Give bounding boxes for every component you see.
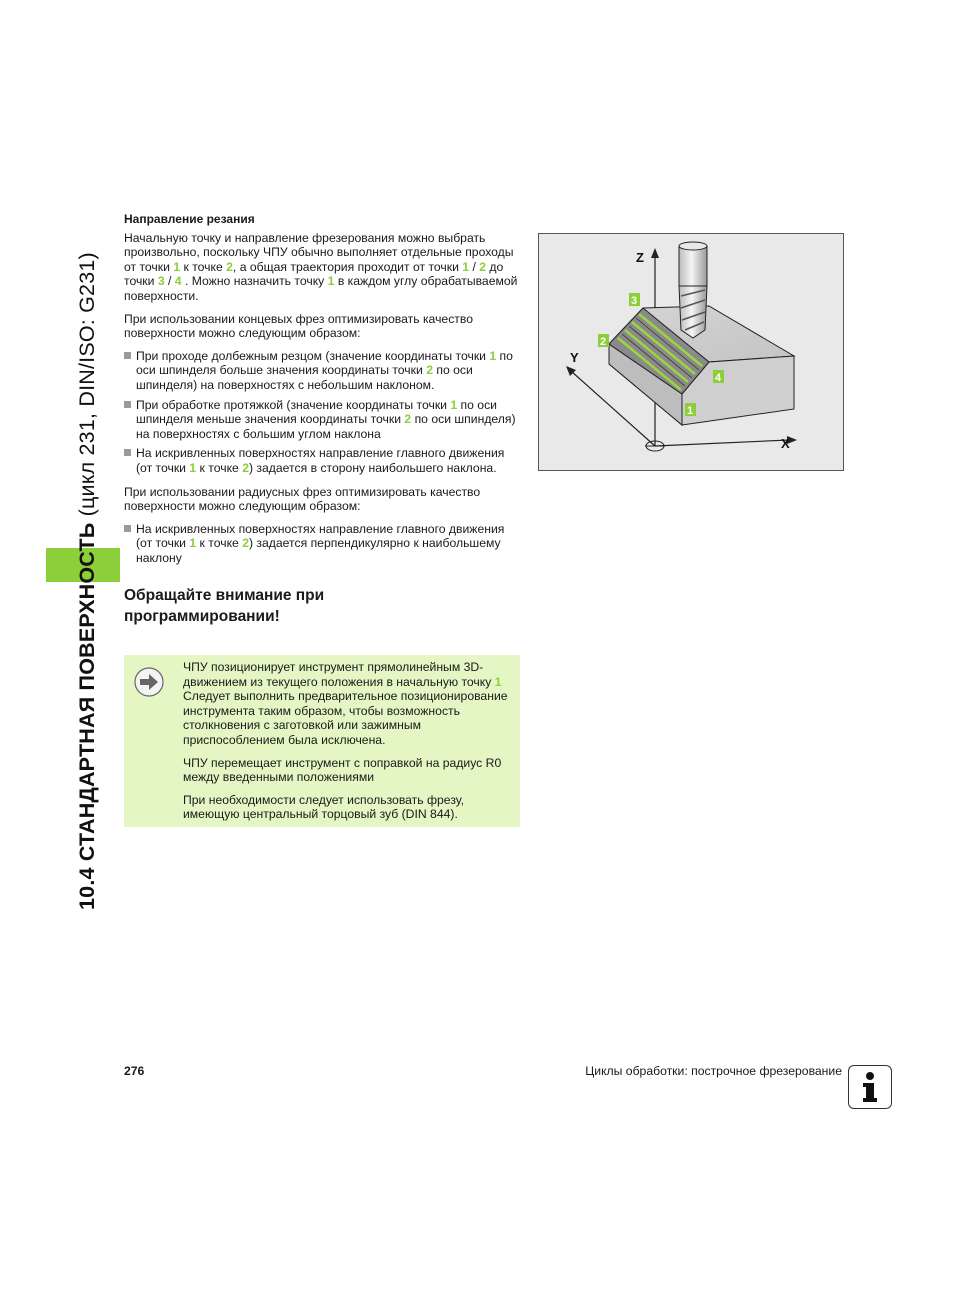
point-ref: 4: [174, 274, 182, 289]
side-title-paren: (цикл 231, DIN/ISO: G231): [75, 252, 99, 523]
point-ref: 1: [189, 536, 197, 551]
point-ref: 3: [157, 274, 165, 289]
bullet-text: по оси шпинделя) на поверхностях с большим углом наклона: [136, 412, 516, 441]
point-ref: 1: [189, 460, 197, 475]
bullet-text: к точке: [196, 460, 243, 475]
point-4-label: 4: [715, 372, 722, 384]
figure-drawing: [539, 234, 843, 470]
point-ref: 2: [226, 259, 233, 274]
z-axis-arrow: [651, 248, 659, 258]
list-item: [124, 446, 522, 475]
attention-heading: Обращайте внимание при программировании!: [124, 587, 325, 626]
paragraph-1: [124, 231, 522, 304]
axis-z-label: Z: [636, 250, 644, 265]
list-item: [124, 349, 522, 393]
paragraph-2: При использовании концевых фрез оптимизировать качество поверхности можно следующим образом:: [124, 311, 473, 341]
note-text: [183, 660, 513, 830]
bullet-text: по оси шпинделя меньше значения координаты точки: [136, 397, 497, 427]
note-box: [124, 655, 520, 827]
footer-chapter-title: Циклы обработки: построчное фрезерование: [585, 1064, 842, 1078]
point-ref: 1: [462, 259, 470, 274]
point-ref: 1: [450, 397, 458, 412]
point-ref: 1: [327, 274, 335, 289]
bullet-text: ) задается в сторону наибольшего наклона.: [248, 460, 497, 475]
chapter-side-title: [70, 210, 104, 910]
p1-text: в каждом углу обрабатываемой поверхности.: [124, 274, 518, 303]
p1-text: до точки: [124, 259, 504, 289]
bullet-text: На искривленных поверхностях направление главного движения (от точки: [136, 446, 505, 475]
bullet-text: При обработке протяжкой (значение координаты точки: [136, 397, 451, 412]
tool-top: [679, 242, 707, 250]
note-paragraph-2: ЧПУ перемещает инструмент с поправкой на радиус R0 между введенными положениями: [183, 755, 502, 785]
point-ref: 1: [173, 259, 181, 274]
bullet-text: При проходе долбежным резцом (значение координаты точки: [136, 348, 490, 363]
bullet-text: ) задается перпендикулярно к наибольшему наклону: [136, 536, 501, 565]
bullet-square-icon: [124, 401, 131, 408]
p1-text: Начальную точку и направление фрезерования можно выбрать произвольно, поскольку ЧПУ обычно выполняет отдельные проходы от точки: [124, 230, 514, 274]
arrow-right-icon: [134, 667, 164, 697]
p1-text: . Можно назначить точку: [181, 274, 328, 289]
main-column: [124, 212, 522, 627]
point-ref: 2: [242, 460, 249, 475]
info-icon: [849, 1066, 891, 1108]
axis-y-label: Y: [570, 350, 579, 365]
point-ref: 1: [489, 348, 497, 363]
paragraph-3: При использовании радиусных фрез оптимизировать качество поверхности можно следующим образом:: [124, 484, 481, 514]
point-2-label: 2: [600, 336, 607, 348]
note-paragraph-3: При необходимости следует использовать фрезу, имеющую центральный торцовый зуб (DIN 844).: [183, 792, 465, 822]
section-heading: Направление резания: [124, 212, 255, 226]
p1-text: /: [164, 274, 175, 289]
point-ref: 1: [494, 674, 502, 689]
note-paragraph-1: [183, 660, 513, 748]
p1-text: /: [469, 259, 480, 274]
point-ref: 2: [426, 363, 433, 378]
point-1-label: 1: [687, 405, 694, 417]
bullet-text: к точке: [196, 536, 243, 551]
machining-figure: [538, 233, 844, 471]
point-ref: 2: [242, 536, 249, 551]
axis-x-label: X: [781, 436, 790, 451]
list-item: [124, 522, 522, 566]
tool-shank: [679, 246, 707, 286]
p1-text: к точке: [180, 259, 227, 274]
point-ref: 2: [479, 259, 487, 274]
bullet-text: На искривленных поверхностях направление главного движения (от точки: [136, 521, 505, 551]
bullet-text: по оси шпинделя больше значения координаты точки: [136, 348, 513, 378]
bullet-square-icon: [124, 352, 131, 359]
p1-text: , а общая траектория проходит от точки: [232, 259, 463, 274]
info-button[interactable]: [848, 1065, 892, 1109]
list-item: [124, 398, 522, 442]
note-text-part: Следует выполнить предварительное позиционирование инструмента таким образом, чтобы возможность столкновения с заготовкой или зажимным приспособлением была исключена.: [183, 689, 508, 747]
note-text-part: ЧПУ позиционирует инструмент прямолинейным 3D-движением из текущего положения в начальную точку: [183, 660, 495, 689]
bullet-square-icon: [124, 525, 131, 532]
page-number: 276: [124, 1064, 145, 1078]
bullet-text: по оси шпинделя) на поверхностях с небольшим наклоном.: [136, 363, 473, 392]
point-3-label: 3: [631, 295, 638, 307]
point-ref: 2: [404, 412, 412, 427]
bullet-square-icon: [124, 449, 131, 456]
x-axis: [655, 440, 789, 446]
side-title-main: 10.4 СТАНДАРТНАЯ ПОВЕРХНОСТЬ: [75, 522, 99, 910]
